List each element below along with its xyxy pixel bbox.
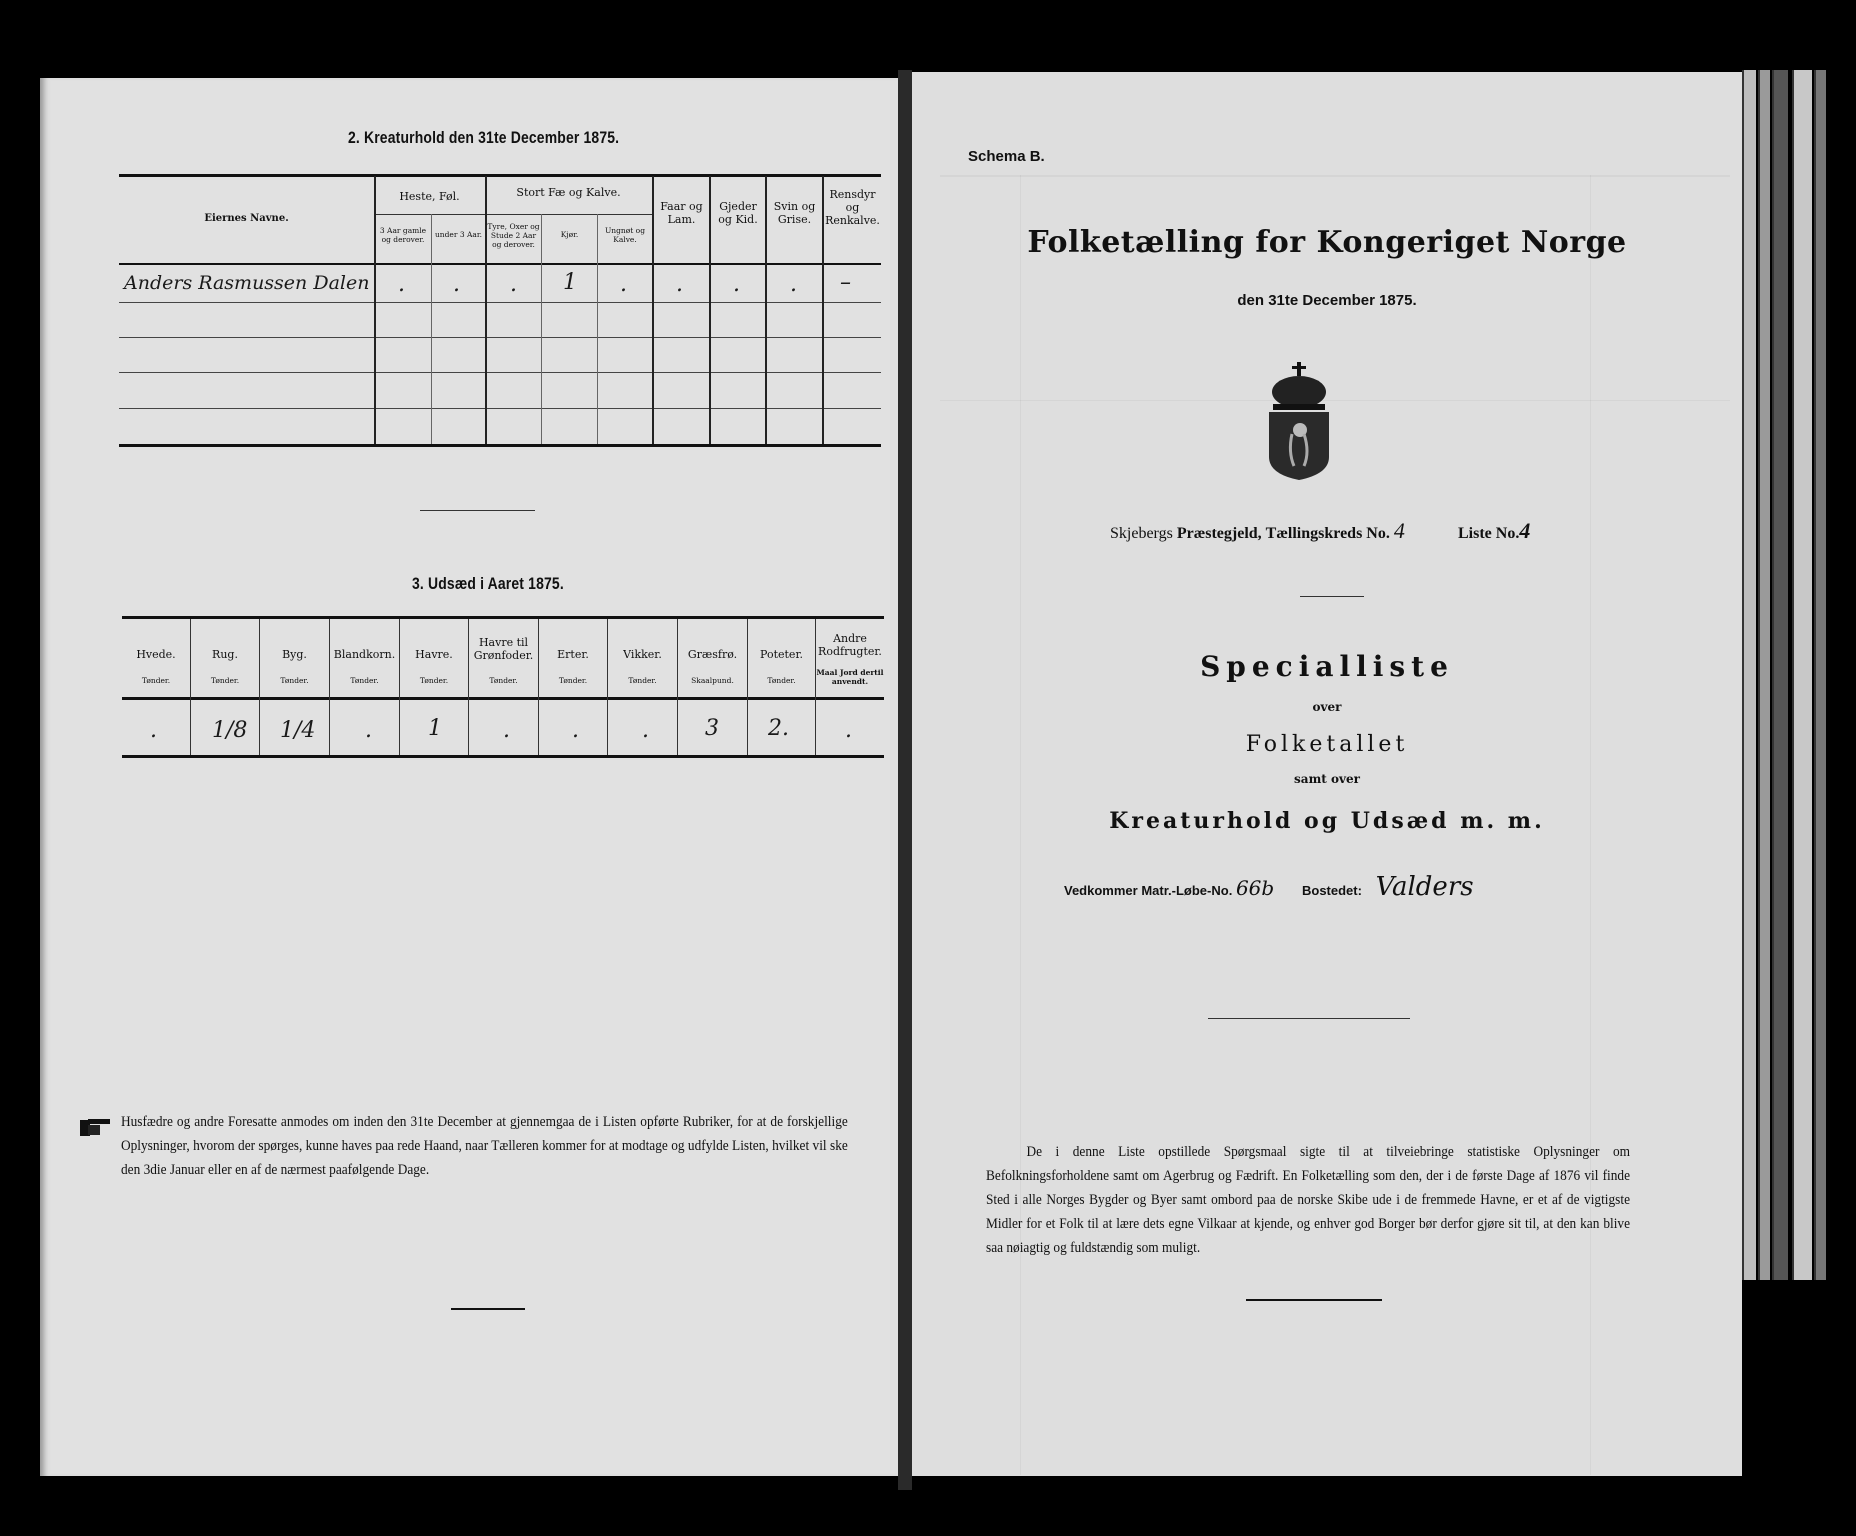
header-havre: Havre.: [415, 648, 453, 661]
header-hvede: Hvede.: [136, 648, 176, 661]
unit-label: Tønder.: [350, 676, 379, 685]
value-cell: .: [676, 272, 683, 297]
header-havre-gronfoder: Havre til Grønfoder.: [473, 636, 534, 662]
value-cell: 3: [705, 716, 719, 741]
title-divider: [1300, 596, 1364, 597]
unit-label: Tønder.: [558, 676, 588, 685]
notice-text: Husfædre og andre Foresatte anmodes om inden den 31te December at gjennemgaa de i Listen opførte Rubriker, for at de forskjellige Oplysninger, hvorom der spørges, kunne haves paa rede Haand, naar Tælleren kommer for at modtage og udfylde Listen, hvilket vil ske den 3die Januar eller en af de nærmest paafølgende Dage.: [121, 1114, 848, 1178]
section3-title: 3. Udsæd i Aaret 1875.: [412, 574, 564, 593]
value-cell: .: [642, 718, 649, 743]
folketallet-label: Folketallet: [1245, 732, 1409, 757]
value-cell: –: [840, 270, 851, 295]
header-heste-under3: under 3 Aar.: [434, 230, 483, 239]
main-title: Folketælling for Kongeriget Norge: [1027, 225, 1627, 260]
parish-label: Præstegjeld,: [1176, 525, 1262, 542]
header-rensdyr: Rensdyr og Renkalve.: [825, 188, 880, 227]
book-gutter: [898, 70, 912, 1490]
pointing-hand-icon: [80, 1116, 110, 1136]
owner-name-cell: Anders Rasmussen Dalen: [124, 272, 370, 294]
header-heste: Heste, Føl.: [399, 190, 460, 203]
header-svin: Svin og Grise.: [773, 200, 816, 226]
header-erter: Erter.: [557, 648, 589, 661]
list-label: Liste No.: [1458, 525, 1520, 542]
value-cell: .: [620, 272, 627, 297]
matr-field: [1064, 876, 1274, 900]
bosted-field: [1302, 872, 1474, 902]
value-cell: 1/8: [212, 718, 248, 743]
value-cell: .: [510, 272, 517, 297]
header-poteter: Poteter.: [760, 648, 803, 661]
unit-label: Tønder.: [419, 676, 449, 685]
header-tyre-oxer: Tyre, Oxer og Stude 2 Aar og derover.: [487, 222, 540, 249]
section-divider: [420, 510, 535, 511]
list-number-field: [1458, 518, 1530, 544]
footer-text: De i denne Liste opstillede Spørgsmaal sigte til at tilveiebringe statistiske Oplysninger om Befolkningsforholdene samt om Agerbrug og Fædrift. En Folketælling som den, der i de første Dage af 1876 vil finde Sted i alle Norges Bygder og Byer samt ombord paa de norske Skibe ude i de fremmede Havne, er et af de vigtigste Midler for et Folk til at lære dets egne Vilkaar at kjende, og enhver god Borger bør derfor gjøre sit til, at den kan blive saa nøiagtig og fuldstændig som muligt.: [986, 1144, 1630, 1256]
value-cell: .: [365, 718, 372, 743]
value-cell: .: [150, 718, 157, 743]
matr-label: Vedkommer Matr.-Løbe-No.: [1064, 883, 1233, 898]
header-blandkorn: Blandkorn.: [333, 648, 396, 661]
unit-label: Tønder.: [141, 676, 171, 685]
speciallist-title: Specialliste: [1200, 650, 1454, 683]
unit-label: Tønder.: [628, 676, 657, 685]
bosted-label: Bostedet:: [1302, 883, 1362, 898]
header-heste-3aar: 3 Aar gamle og derover.: [379, 226, 427, 244]
header-gjeder: Gjeder og Kid.: [718, 200, 758, 226]
header-owner-name: Eiernes Navne.: [204, 213, 289, 224]
value-cell: .: [503, 718, 510, 743]
header-byg: Byg.: [282, 648, 307, 661]
value-cell: 1: [428, 716, 442, 741]
middle-divider: [1208, 1018, 1410, 1019]
page-edges: [1742, 70, 1832, 1280]
unit-label: Tønder.: [489, 676, 518, 685]
value-cell: .: [398, 272, 405, 297]
value-cell: .: [845, 718, 852, 743]
unit-label: Tønder.: [767, 676, 796, 685]
unit-label: Tønder.: [280, 676, 309, 685]
unit-label: Skaalpund.: [691, 676, 734, 685]
notice-divider: [451, 1308, 525, 1310]
district-line: [1110, 518, 1405, 544]
value-cell: .: [453, 272, 460, 297]
schema-label: Schema B.: [968, 148, 1045, 165]
section2-title: 2. Kreaturhold den 31te December 1875.: [348, 128, 620, 147]
header-andre-rodfrugter: Andre Rodfrugter.: [818, 632, 882, 658]
bosted-value: Valders: [1375, 872, 1474, 902]
norwegian-coat-of-arms-icon: [1264, 362, 1334, 482]
header-ungnot: Ungnøt og Kalve.: [604, 226, 645, 244]
value-cell: 2.: [768, 716, 789, 741]
unit-label: Maal Jord dertil anvendt.: [816, 668, 884, 686]
circuit-number: 4: [1393, 518, 1405, 543]
matr-value: 66b: [1235, 876, 1275, 900]
header-rug: Rug.: [212, 648, 238, 661]
samt-over-label: samt over: [1294, 772, 1360, 786]
list-number: 4: [1519, 518, 1531, 543]
value-cell: .: [733, 272, 740, 297]
bleed-through-line: [940, 400, 1730, 401]
unit-label: Tønder.: [210, 676, 240, 685]
header-kjor: Kjør.: [560, 230, 579, 239]
bleed-through-line: [940, 175, 1730, 177]
value-cell: .: [790, 272, 797, 297]
header-graesfro: Græsfrø.: [687, 648, 738, 661]
date-line: den 31te December 1875.: [1237, 292, 1417, 309]
footer-divider: [1246, 1299, 1382, 1301]
value-cell: .: [572, 718, 579, 743]
header-faar: Faar og Lam.: [660, 200, 703, 226]
over-label: over: [1312, 700, 1342, 714]
value-cell: 1: [563, 270, 577, 295]
header-stort-fae: Stort Fæ og Kalve.: [516, 186, 621, 199]
parish-name: Skjebergs: [1110, 525, 1173, 542]
value-cell: 1/4: [280, 718, 316, 743]
header-vikker: Vikker.: [623, 648, 662, 661]
circuit-label: Tællingskreds No.: [1265, 525, 1390, 542]
kreaturhold-label: Kreaturhold og Udsæd m. m.: [1109, 808, 1545, 834]
